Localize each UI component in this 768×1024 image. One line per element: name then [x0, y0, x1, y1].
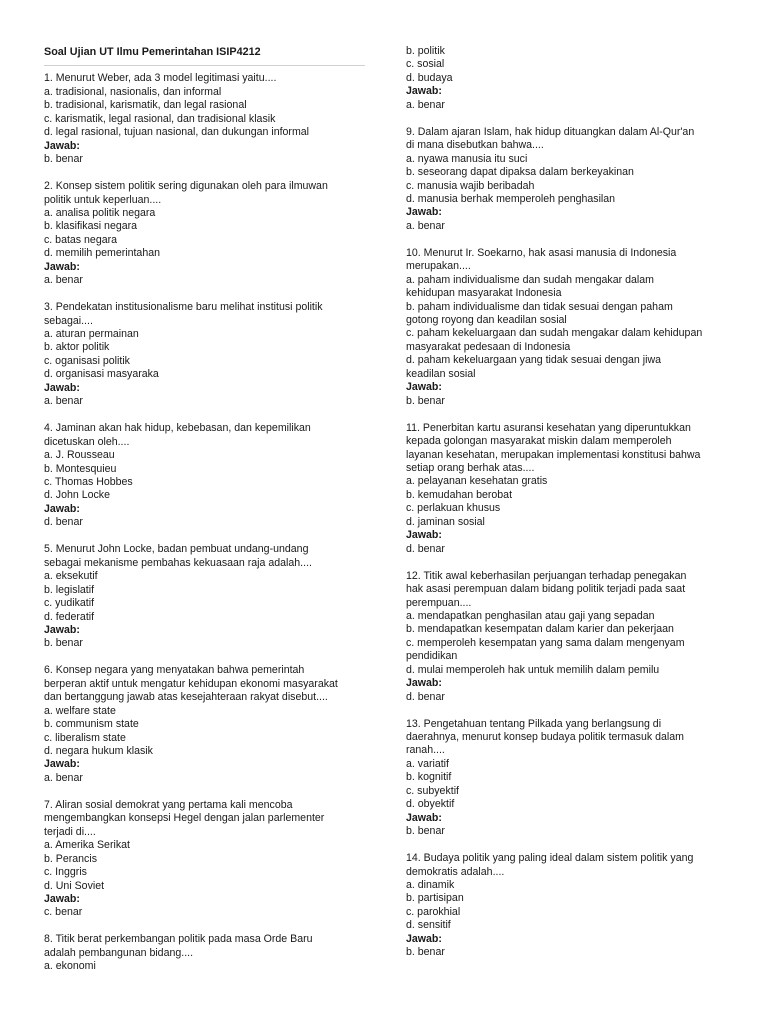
question-block — [406, 45, 731, 112]
answer-option: b. Montesquieu — [44, 462, 117, 475]
answer-option: a. variatif — [406, 757, 449, 770]
answer-option: b. aktor politik — [44, 341, 110, 354]
answer-option: c. Thomas Hobbes — [44, 476, 133, 488]
answer-key: d. benar — [406, 542, 445, 555]
question-text: 2. Konsep sistem politik sering digunakan oleh para ilmuwan — [44, 180, 328, 193]
question-text: 14. Budaya politik yang paling ideal dalam sistem politik yang — [406, 852, 694, 865]
answer-key: d. benar — [406, 690, 445, 703]
title-divider — [44, 65, 365, 66]
question-block — [406, 422, 731, 557]
answer-option: b. communism state — [44, 718, 139, 731]
question-block — [44, 933, 369, 973]
right-question-list — [406, 45, 731, 960]
question-block — [44, 422, 369, 530]
question-text: sebagai.... — [44, 314, 93, 327]
answer-option: d. federatif — [44, 610, 95, 623]
question-block — [44, 799, 369, 920]
jawab-label: Jawab: — [406, 677, 442, 690]
answer-option: c. sosial — [406, 58, 445, 71]
answer-option: c. manusia wajib beribadah — [406, 179, 535, 192]
answer-option: d. organisasi masyaraka — [44, 368, 159, 381]
answer-key: a. benar — [44, 274, 83, 287]
question-text: 5. Menurut John Locke, badan pembuat undang-undang — [44, 543, 309, 556]
document-title: Soal Ujian UT Ilmu Pemerintahan ISIP4212 — [44, 46, 261, 58]
left-column — [44, 46, 369, 987]
answer-option: c. yudikatif — [44, 597, 95, 610]
answer-option: d. negara hukum klasik — [44, 745, 153, 758]
question-text: 7. Aliran sosial demokrat yang pertama kali mencoba — [44, 798, 293, 811]
answer-key: b. benar — [44, 153, 83, 166]
answer-option: d. legal rasional, tujuan nasional, dan dukungan informal — [44, 126, 310, 139]
question-block — [406, 718, 731, 839]
question-text: setiap orang berhak atas.... — [406, 462, 535, 474]
answer-option: a. Amerika Serikat — [44, 839, 130, 852]
question-block — [44, 664, 369, 785]
question-text: 1. Menurut Weber, ada 3 model legitimasi yaitu.... — [44, 72, 277, 85]
answer-option: a. aturan permainan — [44, 328, 139, 341]
question-text: layanan kesehatan, merupakan implementasi konstitusi bahwa — [406, 448, 701, 461]
question-text: 11. Penerbitan kartu asuransi kesehatan yang diperuntukkan — [406, 421, 691, 434]
question-block — [44, 180, 369, 288]
answer-option: b. legislatif — [44, 583, 95, 596]
question-text: di mana disebutkan bahwa.... — [406, 139, 544, 152]
answer-key: c. benar — [44, 906, 83, 919]
question-text: perempuan.... — [406, 596, 472, 609]
answer-option: d. mulai memperoleh hak untuk memilih dalam pemilu — [406, 663, 660, 676]
jawab-label: Jawab: — [406, 85, 442, 98]
question-text: demokratis adalah.... — [406, 865, 505, 878]
question-block — [44, 72, 369, 166]
answer-option: a. J. Rousseau — [44, 449, 115, 462]
answer-key: d. benar — [44, 516, 83, 529]
answer-option: b. paham individualisme dan tidak sesuai dengan paham — [406, 300, 673, 313]
answer-key: b. benar — [44, 637, 83, 650]
question-block — [406, 126, 731, 234]
question-text: terjadi di.... — [44, 825, 96, 838]
jawab-label: Jawab: — [44, 623, 80, 636]
question-text: 3. Pendekatan institusionalisme baru melihat institusi politik — [44, 301, 323, 314]
answer-option: a. eksekutif — [44, 570, 98, 583]
answer-option: d. budaya — [406, 71, 453, 84]
question-text: politik untuk keperluan.... — [44, 193, 162, 206]
answer-option: d. Uni Soviet — [44, 879, 105, 892]
question-text: berperan aktif untuk mengatur kehidupan ekonomi masyarakat — [44, 677, 338, 690]
answer-option: a. ekonomi — [44, 960, 96, 973]
answer-option: b. mendapatkan kesempatan dalam karier dan pekerjaan — [406, 623, 674, 636]
question-block — [406, 852, 731, 960]
answer-option: c. oganisasi politik — [44, 354, 130, 367]
question-text: 6. Konsep negara yang menyatakan bahwa pemerintah — [44, 664, 305, 677]
jawab-label: Jawab: — [406, 932, 442, 945]
jawab-label: Jawab: — [406, 381, 442, 394]
answer-option: a. mendapatkan penghasilan atau gaji yang sepadan — [406, 609, 655, 622]
jawab-label: Jawab: — [406, 529, 442, 542]
question-text: 10. Menurut Ir. Soekarno, hak asasi manusia di Indonesia — [406, 246, 677, 259]
answer-option: b. kognitif — [406, 771, 452, 784]
answer-option: a. nyawa manusia itu suci — [406, 152, 528, 165]
question-text: ranah.... — [406, 744, 445, 757]
question-text: sebagai mekanisme pembahas kekuasaan raja adalah.... — [44, 556, 312, 569]
question-text: 8. Titik berat perkembangan politik pada masa Orde Baru — [44, 933, 313, 946]
question-text: merupakan.... — [406, 260, 471, 273]
answer-option: masyarakat pedesaan di Indonesia — [406, 340, 571, 353]
question-text: 12. Titik awal keberhasilan perjuangan terhadap penegakan — [406, 569, 687, 582]
answer-option: b. partisipan — [406, 892, 464, 905]
jawab-label: Jawab: — [44, 893, 80, 905]
answer-option: b. klasifikasi negara — [44, 220, 138, 233]
answer-option: c. memperoleh kesempatan yang sama dalam mengenyam — [406, 636, 685, 649]
question-text: mengembangkan konsepsi Hegel dengan jalan parlementer — [44, 812, 325, 825]
answer-option: kehidupan masyarakat Indonesia — [406, 287, 562, 300]
jawab-label: Jawab: — [44, 139, 80, 152]
answer-key: a. benar — [406, 98, 445, 111]
answer-option: d. memilih pemerintahan — [44, 247, 160, 260]
answer-option: a. welfare state — [44, 704, 116, 717]
right-column — [406, 45, 731, 973]
answer-key: b. benar — [406, 394, 445, 407]
answer-key: b. benar — [406, 825, 445, 838]
answer-option: d. jaminan sosial — [406, 515, 485, 528]
jawab-label: Jawab: — [406, 811, 442, 824]
question-text: dicetuskan oleh.... — [44, 435, 130, 448]
answer-option: c. paham kekeluargaan dan sudah mengakar dalam kehidupan — [406, 327, 703, 340]
answer-option: pendidikan — [406, 650, 458, 663]
answer-option: c. Inggris — [44, 866, 87, 879]
answer-option: d. John Locke — [44, 489, 110, 502]
jawab-label: Jawab: — [406, 206, 442, 219]
answer-option: a. dinamik — [406, 879, 455, 891]
question-block — [406, 247, 731, 408]
jawab-label: Jawab: — [44, 758, 80, 771]
jawab-label: Jawab: — [44, 502, 80, 515]
answer-option: c. parokhial — [406, 905, 461, 918]
question-text: 9. Dalam ajaran Islam, hak hidup dituangkan dalam Al-Qur'an — [406, 125, 695, 138]
answer-option: d. obyektif — [406, 798, 455, 811]
answer-option: d. paham kekeluargaan yang tidak sesuai dengan jiwa — [406, 354, 662, 367]
answer-option: c. subyektif — [406, 784, 459, 797]
answer-option: b. tradisional, karismatik, dan legal rasional — [44, 99, 247, 112]
answer-option: a. tradisional, nasionalis, dan informal — [44, 85, 222, 98]
jawab-label: Jawab: — [44, 260, 80, 273]
question-text: 13. Pengetahuan tentang Pilkada yang berlangsung di — [406, 717, 662, 730]
answer-option: b. kemudahan berobat — [406, 488, 513, 501]
answer-option: a. pelayanan kesehatan gratis — [406, 475, 548, 488]
question-block — [44, 543, 369, 651]
answer-option: gotong royong dan keadilan sosial — [406, 314, 567, 327]
question-text: hak asasi perempuan dalam bidang politik terjadi pada saat — [406, 583, 686, 596]
answer-option: c. batas negara — [44, 233, 118, 246]
answer-option: c. liberalism state — [44, 731, 126, 744]
answer-option: a. paham individualisme dan sudah mengakar dalam — [406, 273, 654, 286]
answer-key: a. benar — [406, 219, 445, 232]
left-question-list — [44, 72, 369, 973]
question-text: kepada golongan masyarakat miskin dalam memperoleh — [406, 435, 672, 448]
question-text: daerahnya, menurut konsep budaya politik termasuk dalam — [406, 731, 684, 744]
answer-option: b. seseorang dapat dipaksa dalam berkeyakinan — [406, 166, 634, 179]
jawab-label: Jawab: — [44, 381, 80, 394]
answer-option: b. Perancis — [44, 852, 97, 865]
answer-option: d. manusia berhak memperoleh penghasilan — [406, 192, 616, 205]
answer-option: keadilan sosial — [406, 367, 476, 380]
question-block — [44, 301, 369, 409]
answer-option: d. sensitif — [406, 919, 451, 932]
question-text: 4. Jaminan akan hak hidup, kebebasan, dan kepemilikan — [44, 422, 311, 435]
answer-option: c. karismatik, legal rasional, dan tradisional klasik — [44, 112, 276, 125]
question-text: dan bertanggung jawab atas kesejahteraan rakyat disebut.... — [44, 691, 328, 704]
answer-option: b. politik — [406, 45, 445, 57]
question-text: adalah pembangunan bidang.... — [44, 946, 194, 959]
answer-option: c. perlakuan khusus — [406, 502, 501, 515]
answer-key: a. benar — [44, 395, 83, 408]
answer-option: a. analisa politik negara — [44, 206, 156, 219]
answer-key: b. benar — [406, 946, 445, 959]
answer-key: a. benar — [44, 771, 83, 784]
question-block — [406, 570, 731, 705]
